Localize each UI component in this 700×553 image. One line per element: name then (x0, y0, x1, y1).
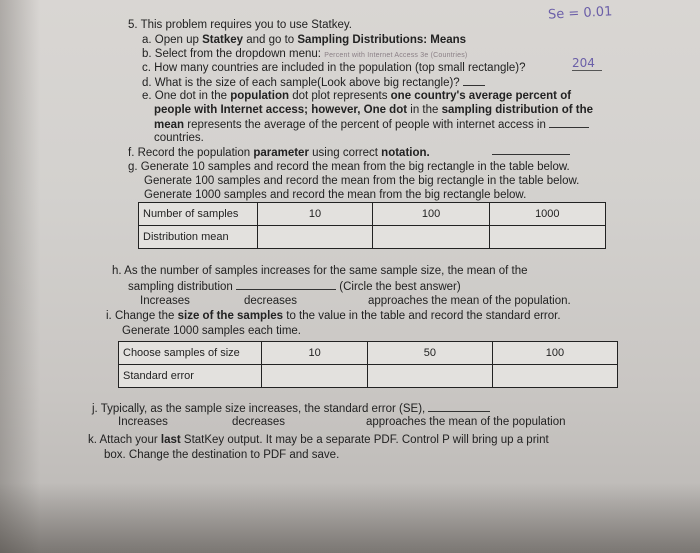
q5d-text: d. What is the size of each sample(Look above big rectangle)? (142, 77, 460, 89)
q5c-text: c. How many countries are included in the population (top small rectangle)? (142, 62, 526, 74)
q5f-notation: notation. (381, 147, 430, 159)
question-h-line2 (128, 279, 461, 294)
table-cell-empty (262, 365, 368, 388)
question-5e-line2 (154, 103, 593, 117)
question-5g-line2: Generate 100 samples and record the mean from the big rectangle in the table below. (144, 175, 580, 187)
qi-text-rest: to the value in the table and record the standard error. (283, 310, 561, 322)
question-5a (142, 33, 466, 47)
question-i-line2: Generate 1000 samples each time. (122, 325, 301, 337)
q5a-sampling: Sampling Distributions: Means (297, 34, 467, 46)
table-cell-empty (492, 365, 617, 388)
qj-text: j. Typically, as the sample size increases, the standard error (SE), (92, 403, 426, 415)
table-row (119, 342, 618, 365)
qi-bold: size of the samples (177, 310, 284, 322)
handwritten-se-note: Se = 0.01 (547, 4, 613, 23)
table-row (119, 365, 618, 388)
qh-text: sampling distribution (128, 281, 233, 293)
option-decreases-j: decreases (232, 416, 286, 428)
table-row (139, 226, 606, 249)
answer-blank-j (428, 401, 490, 412)
table-cell: 100 (373, 203, 489, 226)
table-cell-label: Standard error (119, 365, 262, 388)
table-cell-empty (489, 226, 605, 249)
qk-last: last (160, 434, 181, 446)
answer-blank-d (463, 75, 485, 86)
q5e-bold-phrase: one country's average percent of (390, 90, 572, 102)
q5e-text-mid-2: in the (407, 104, 442, 116)
page-shadow-left (0, 0, 40, 553)
q5e-text: e. One dot in the (142, 90, 231, 102)
question-k-line1 (88, 433, 549, 447)
question-5e-line1 (142, 89, 571, 103)
page-shadow-bottom (0, 483, 700, 553)
qk-text-rest: StatKey output. It may be a separate PDF. Control P will bring up a print (180, 434, 549, 446)
q5a-text-mid: and go to (243, 34, 298, 46)
qh-circle-instruction: (Circle the best answer) (339, 281, 461, 293)
question-5g-line3: Generate 1000 samples and record the mean from the big rectangle below. (144, 189, 527, 201)
answer-blank-f (492, 144, 570, 155)
table-cell: 1000 (489, 203, 605, 226)
table-row (139, 203, 606, 226)
table-cell: 50 (367, 342, 492, 365)
q5e-bold-phrase-3: sampling distribution of the (441, 104, 594, 116)
option-approaches-h: approaches the mean of the population. (368, 295, 571, 307)
q5f-parameter: parameter (253, 147, 309, 159)
dropdown-selection-text: Percent with Internet Access 3e (Countries) (324, 52, 468, 59)
option-increases-j: Increases (118, 416, 168, 428)
qi-text: i. Change the (106, 310, 178, 322)
qk-text: k. Attach your (88, 434, 161, 446)
question-5g-line1: g. Generate 10 samples and record the mean from the big rectangle in the table below. (128, 161, 570, 173)
q5e-bold-phrase-2: people with Internet access; however, One dot (154, 104, 408, 116)
q5f-text-mid: using correct (308, 147, 382, 159)
q5a-text: a. Open up (142, 34, 203, 46)
handwritten-answer-c: 204 (572, 56, 602, 71)
question-5c (142, 61, 526, 75)
question-5-intro: 5. This problem requires you to use Statkey. (128, 19, 352, 31)
q5e-mean: mean (154, 119, 185, 131)
question-j-line1 (92, 401, 490, 416)
answer-blank-e (549, 117, 589, 128)
q5f-text: f. Record the population (128, 147, 254, 159)
distribution-mean-table (138, 202, 606, 249)
question-h-line1: h. As the number of samples increases for the same sample size, the mean of the (112, 265, 528, 277)
q5e-population: population (230, 90, 289, 102)
answer-blank-h (236, 279, 336, 290)
question-5f (128, 146, 430, 160)
table-cell: 10 (257, 203, 373, 226)
question-5e-line4: countries. (154, 132, 204, 144)
table-cell: 10 (262, 342, 368, 365)
option-decreases-h: decreases (244, 295, 298, 307)
option-increases-h: Increases (140, 295, 190, 307)
q5b-text: b. Select from the dropdown menu: (142, 48, 321, 60)
table-cell-label: Number of samples (139, 203, 258, 226)
q5a-statkey: Statkey (202, 34, 244, 46)
question-5e-line3 (154, 117, 589, 132)
q5e-text-rest: represents the average of the percent of people with internet access in (184, 119, 546, 131)
question-5d (142, 75, 485, 90)
table-cell-label: Distribution mean (139, 226, 258, 249)
question-i-line1 (106, 309, 561, 323)
table-cell: 100 (492, 342, 617, 365)
table-cell-empty (373, 226, 489, 249)
option-approaches-j: approaches the mean of the population (366, 416, 566, 428)
q5e-text-mid: dot plot represents (289, 90, 391, 102)
standard-error-table (118, 341, 618, 388)
question-k-line2: box. Change the destination to PDF and save. (104, 449, 340, 461)
table-cell-empty (257, 226, 373, 249)
table-cell-empty (367, 365, 492, 388)
table-cell-label: Choose samples of size (119, 342, 262, 365)
